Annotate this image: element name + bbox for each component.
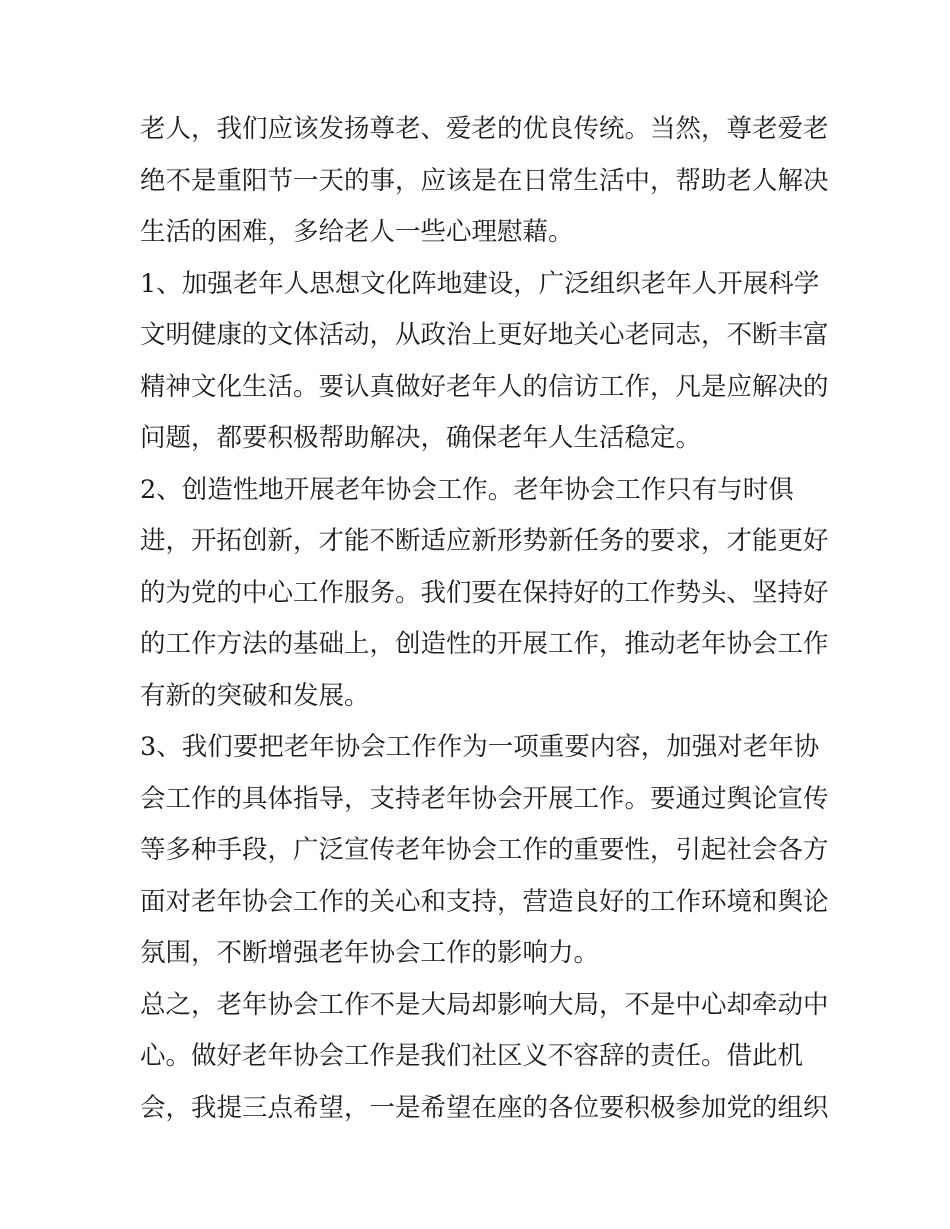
text-line: 3、我们要把老年协会工作作为一项重要内容，加强对老年协 <box>140 732 820 762</box>
text-line: 等多种手段，广泛宣传老年协会工作的重要性，引起社会各方 <box>140 835 829 865</box>
text-line: 进，开拓创新，才能不断适应新形势新任务的要求，才能更好 <box>140 526 829 556</box>
text-line: 会工作的具体指导，支持老年协会开展工作。要通过舆论宣传 <box>140 783 829 814</box>
text-line: 有新的突破和发展。 <box>140 680 370 711</box>
text-line: 生活的困难，多给老人一些心理慰藉。 <box>140 217 574 247</box>
text-line: 2、创造性地开展老年协会工作。老年协会工作只有与时俱 <box>140 474 794 505</box>
text-line: 老人，我们应该发扬尊老、爱老的优良传统。当然，尊老爱老 <box>140 114 829 144</box>
text-line: 1、加强老年人思想文化阵地建设，广泛组织老年人开展科学 <box>140 268 820 299</box>
text-line: 面对老年协会工作的关心和支持，营造良好的工作环境和舆论 <box>140 886 829 917</box>
text-line: 会，我提三点希望，一是希望在座的各位要积极参加党的组织 <box>140 1092 829 1123</box>
document-body <box>140 104 829 1134</box>
text-line: 问题，都要积极帮助解决，确保老年人生活稳定。 <box>140 423 702 453</box>
text-line: 的为党的中心工作服务。我们要在保持好的工作势头、坚持好 <box>140 577 829 608</box>
text-line: 绝不是重阳节一天的事，应该是在日常生活中，帮助老人解决 <box>140 165 829 196</box>
text-line: 的工作方法的基础上，创造性的开展工作，推动老年协会工作 <box>140 629 829 659</box>
text-line: 总之，老年协会工作不是大局却影响大局，不是中心却牵动中 <box>140 989 829 1020</box>
text-line: 心。做好老年协会工作是我们社区义不容辞的责任。借此机 <box>140 1041 804 1071</box>
text-line: 精神文化生活。要认真做好老年人的信访工作，凡是应解决的 <box>140 371 829 402</box>
text-line: 文明健康的文体活动，从政治上更好地关心老同志，不断丰富 <box>140 320 829 350</box>
text-line: 氛围，不断增强老年协会工作的影响力。 <box>140 938 600 968</box>
